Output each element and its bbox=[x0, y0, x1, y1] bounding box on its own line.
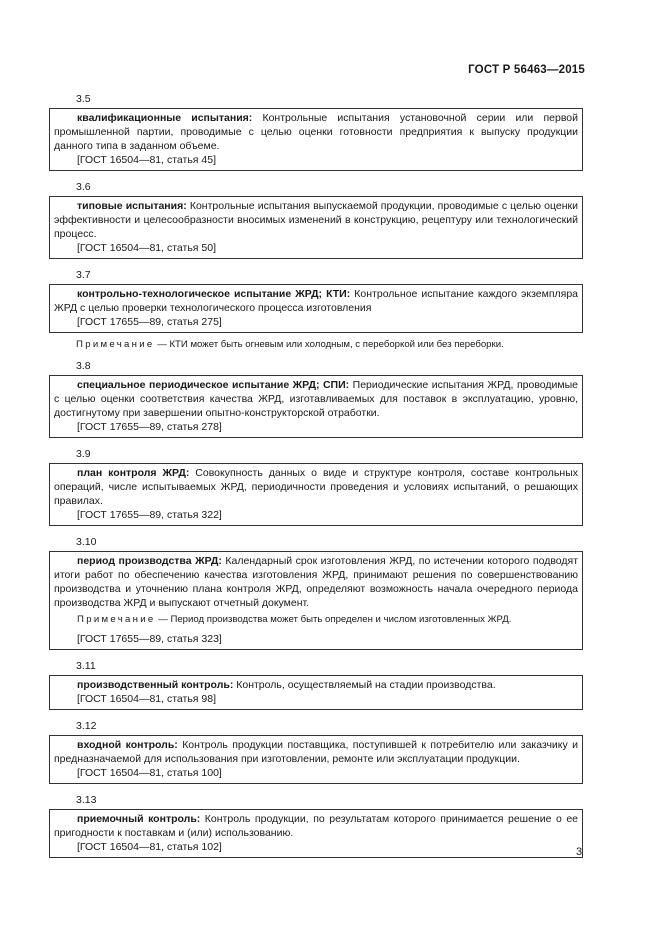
term-number: 3.9 bbox=[76, 448, 91, 460]
term-name: период производства ЖРД: bbox=[77, 555, 222, 567]
term-definition-text: Периодические испытания ЖРД, проводимые с целью оценки соответствия качества ЖРД, изготавливаемых для поставок в эксплуатацию, уровню, достигнутому при завершении опытно-конструкторской отработки. bbox=[54, 379, 578, 419]
term-reference: [ГОСТ 17655—89, статья 275] bbox=[77, 316, 222, 328]
term-number: 3.12 bbox=[76, 720, 97, 732]
term-name: контрольно-технологическое испытание ЖРД; КТИ: bbox=[77, 288, 351, 300]
term-entry-box bbox=[49, 551, 583, 650]
page-number: 3 bbox=[576, 846, 583, 858]
term-number: 3.6 bbox=[76, 181, 91, 193]
term-name: план контроля ЖРД: bbox=[77, 467, 190, 479]
term-name: типовые испытания: bbox=[77, 200, 187, 212]
term-reference: [ГОСТ 17655—89, статья 322] bbox=[77, 509, 222, 521]
term-number: 3.10 bbox=[76, 536, 97, 548]
term-definition bbox=[54, 466, 578, 508]
term-definition bbox=[54, 378, 578, 420]
term-number: 3.5 bbox=[76, 93, 91, 105]
term-name: специальное периодическое испытание ЖРД; СПИ: bbox=[77, 379, 350, 391]
term-number: 3.7 bbox=[76, 269, 91, 281]
term-entry-box bbox=[49, 375, 583, 438]
term-entry-box bbox=[49, 675, 583, 710]
note-label: Примечание bbox=[77, 614, 156, 625]
term-definition bbox=[54, 199, 578, 241]
term-note bbox=[54, 613, 578, 627]
term-entry-box bbox=[49, 284, 583, 333]
term-definition-text: Контрольное испытание каждого экземпляра ЖРД с целью проверки технологического процесса изготовления bbox=[54, 288, 579, 314]
term-number: 3.13 bbox=[76, 794, 97, 806]
term-definition-text: Контроль продукции поставщика, поступившей к потребителю или заказчику и предназначаемой для использования при изготовлении, ремонте или эксплуатации продукции. bbox=[54, 739, 579, 765]
term-entry-box bbox=[49, 108, 583, 171]
term-number: 3.11 bbox=[76, 660, 96, 672]
note-text: — КТИ может быть огневым или холодным, с переборкой или без переборки. bbox=[154, 339, 504, 350]
terms-content bbox=[49, 92, 583, 867]
term-note bbox=[76, 338, 583, 351]
term-definition bbox=[54, 812, 578, 840]
term-reference: [ГОСТ 16504—81, статья 98] bbox=[77, 693, 216, 705]
term-definition-text: Контроль продукции, по результатам которого принимается решение о ее пригодности к поставкам и (или) использованию. bbox=[54, 813, 578, 839]
term-name: производственный контроль: bbox=[77, 679, 234, 691]
term-name: приемочный контроль: bbox=[77, 813, 201, 825]
term-entry-box bbox=[49, 463, 583, 526]
term-reference: [ГОСТ 16504—81, статья 102] bbox=[77, 841, 222, 853]
term-reference: [ГОСТ 17655—89, статья 323] bbox=[77, 633, 222, 645]
term-name: входной контроль: bbox=[77, 739, 178, 751]
term-definition bbox=[54, 554, 578, 610]
term-reference: [ГОСТ 16504—81, статья 100] bbox=[77, 767, 222, 779]
term-definition bbox=[54, 111, 578, 153]
term-reference: [ГОСТ 17655—89, статья 278] bbox=[77, 421, 222, 433]
term-number: 3.8 bbox=[76, 360, 91, 372]
term-definition bbox=[54, 678, 578, 692]
term-entry-box bbox=[49, 809, 583, 858]
term-entry-box bbox=[49, 196, 583, 259]
note-text: — Период производства может быть определен и числом изготовленных ЖРД. bbox=[155, 614, 512, 625]
term-reference: [ГОСТ 16504—81, статья 50] bbox=[77, 242, 216, 254]
term-definition bbox=[54, 738, 578, 766]
term-entry-box bbox=[49, 735, 583, 784]
term-definition-text: Календарный срок изготовления ЖРД, по истечении которого подводят итоги работ по обеспечению качества изготовления ЖРД, принимают решения по совершенствованию производства и уточнению плана контроля ЖРД, определяют возможность начала очередного периода производства ЖРД и выпускают отчетный документ. bbox=[54, 555, 579, 609]
term-definition-text: Контрольные испытания установочной серии или первой промышленной партии, проводимые с целью оценки готовности предприятия к выпуску продукции данного типа в заданном объеме. bbox=[54, 112, 579, 152]
term-definition-text: Совокупность данных о виде и структуре контроля, составе контрольных операций, числе испытываемых ЖРД, периодичности проведения и условиях испытаний, о решающих правилах. bbox=[54, 467, 578, 507]
document-header: ГОСТ Р 56463—2015 bbox=[468, 64, 585, 76]
term-name: квалификационные испытания: bbox=[77, 112, 253, 124]
term-definition-text: Контроль, осуществляемый на стадии производства. bbox=[233, 679, 496, 691]
term-definition bbox=[54, 287, 578, 315]
term-definition-text: Контрольные испытания выпускаемой продукции, проводимые с целью оценки эффективности и целесообразности вносимых изменений в конструкцию, рецептуру или технологический процесс. bbox=[54, 200, 578, 240]
term-reference: [ГОСТ 16504—81, статья 45] bbox=[77, 154, 216, 166]
note-label: Примечание bbox=[76, 339, 155, 350]
